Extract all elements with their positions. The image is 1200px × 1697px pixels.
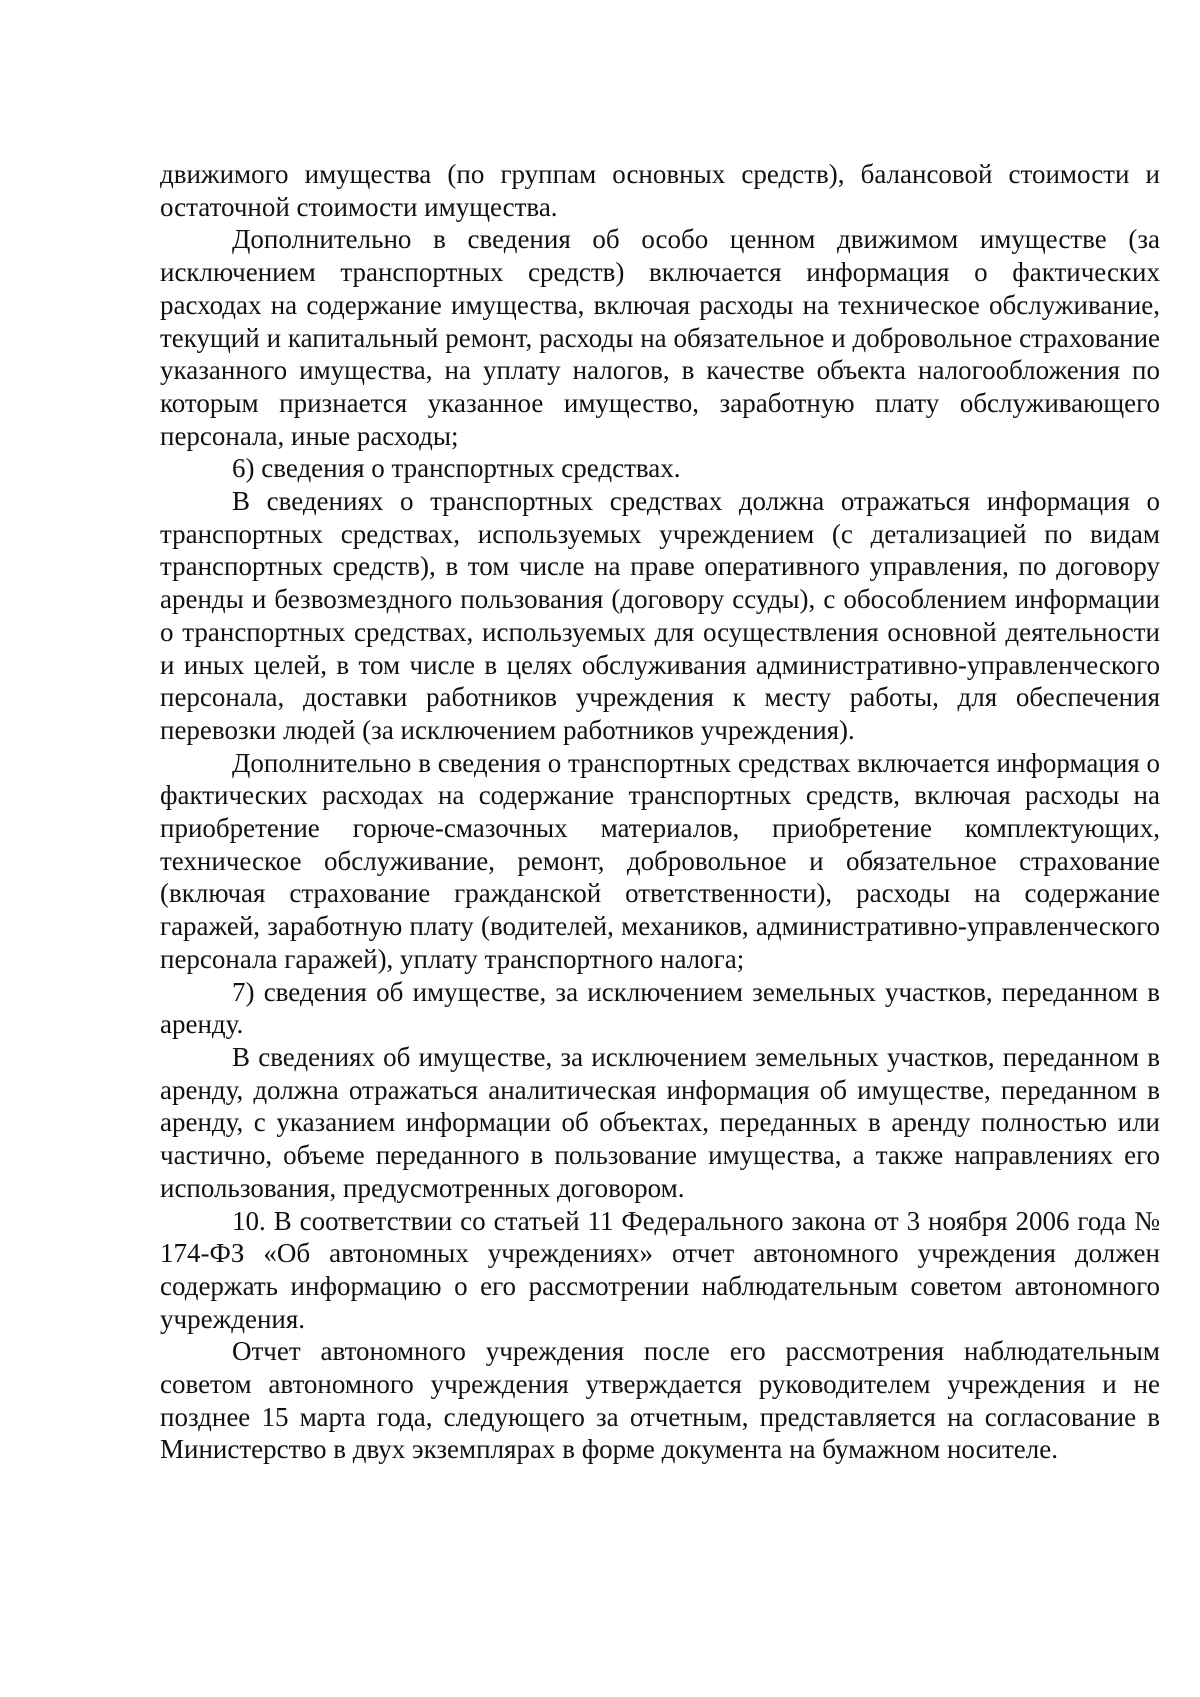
document-page	[160, 158, 1160, 1466]
paragraph-especially-valuable-property: Дополнительно в сведения об особо ценном движимом имуществе (за исключением транспортных средств) включается информация о фактических расходах на содержание имущества, включая расходы на техническое обслуживание, текущий и капитальный ремонт, расходы на обязательное и добровольное страхование указанного имущества, на уплату налогов, в качестве объекта налогообложения по которым признается указанное имущество, заработную плату обслуживающего персонала, иные расходы;	[160, 224, 1160, 451]
paragraph-item-6-heading: 6) сведения о транспортных средствах.	[232, 453, 681, 484]
paragraph-vehicles-info: В сведениях о транспортных средствах должна отражаться информация о транспортных средствах, используемых учреждением (с детализацией по видам транспортных средств), в том числе на праве оперативного управления, по договору аренды и безвозмездного пользования (договору ссуды), с обособлением информации о транспортных средствах, используемых для осуществления основной деятельности и иных целей, в том числе в целях обслуживания административно-управленческого персонала, доставки работников учреждения к месту работы, для обеспечения перевозки людей (за исключением работников учреждения).	[160, 486, 1160, 745]
paragraph-continuation: движимого имущества (по группам основных средств), балансовой стоимости и остаточной стоимости имущества.	[160, 159, 1160, 222]
paragraph-item-10: 10. В соответствии со статьей 11 Федерального закона от 3 ноября 2006 года № 174-ФЗ «Об автономных учреждениях» отчет автономного учреждения должен содержать информацию о его рассмотрении наблюдательным советом автономного учреждения.	[160, 1205, 1160, 1334]
paragraph-leased-property-info: В сведениях об имуществе, за исключением земельных участков, переданном в аренду, должна отражаться аналитическая информация об имуществе, переданном в аренду, с указанием информации об объектах, переданных в аренду полностью или частично, объеме переданного в пользование имущества, а также направлениях его использования, предусмотренных договором.	[160, 1041, 1160, 1203]
paragraph-report-approval: Отчет автономного учреждения после его рассмотрения наблюдательным советом автономного учреждения утверждается руководителем учреждения и не позднее 15 марта года, следующего за отчетным, представляется на согласование в Министерство в двух экземплярах в форме документа на бумажном носителе.	[160, 1336, 1160, 1465]
paragraph-vehicles-expenses: Дополнительно в сведения о транспортных средствах включается информация о фактических расходах на содержание транспортных средств, включая расходы на приобретение горюче-смазочных материалов, приобретение комплектующих, техническое обслуживание, ремонт, добровольное и обязательное страхование (включая страхование гражданской ответственности), расходы на содержание гаражей, заработную плату (водителей, механиков, административно-управленческого персонала гаражей), уплату транспортного налога;	[160, 747, 1160, 974]
paragraph-item-7-heading: 7) сведения об имуществе, за исключением земельных участков, переданном в аренду.	[160, 976, 1160, 1040]
